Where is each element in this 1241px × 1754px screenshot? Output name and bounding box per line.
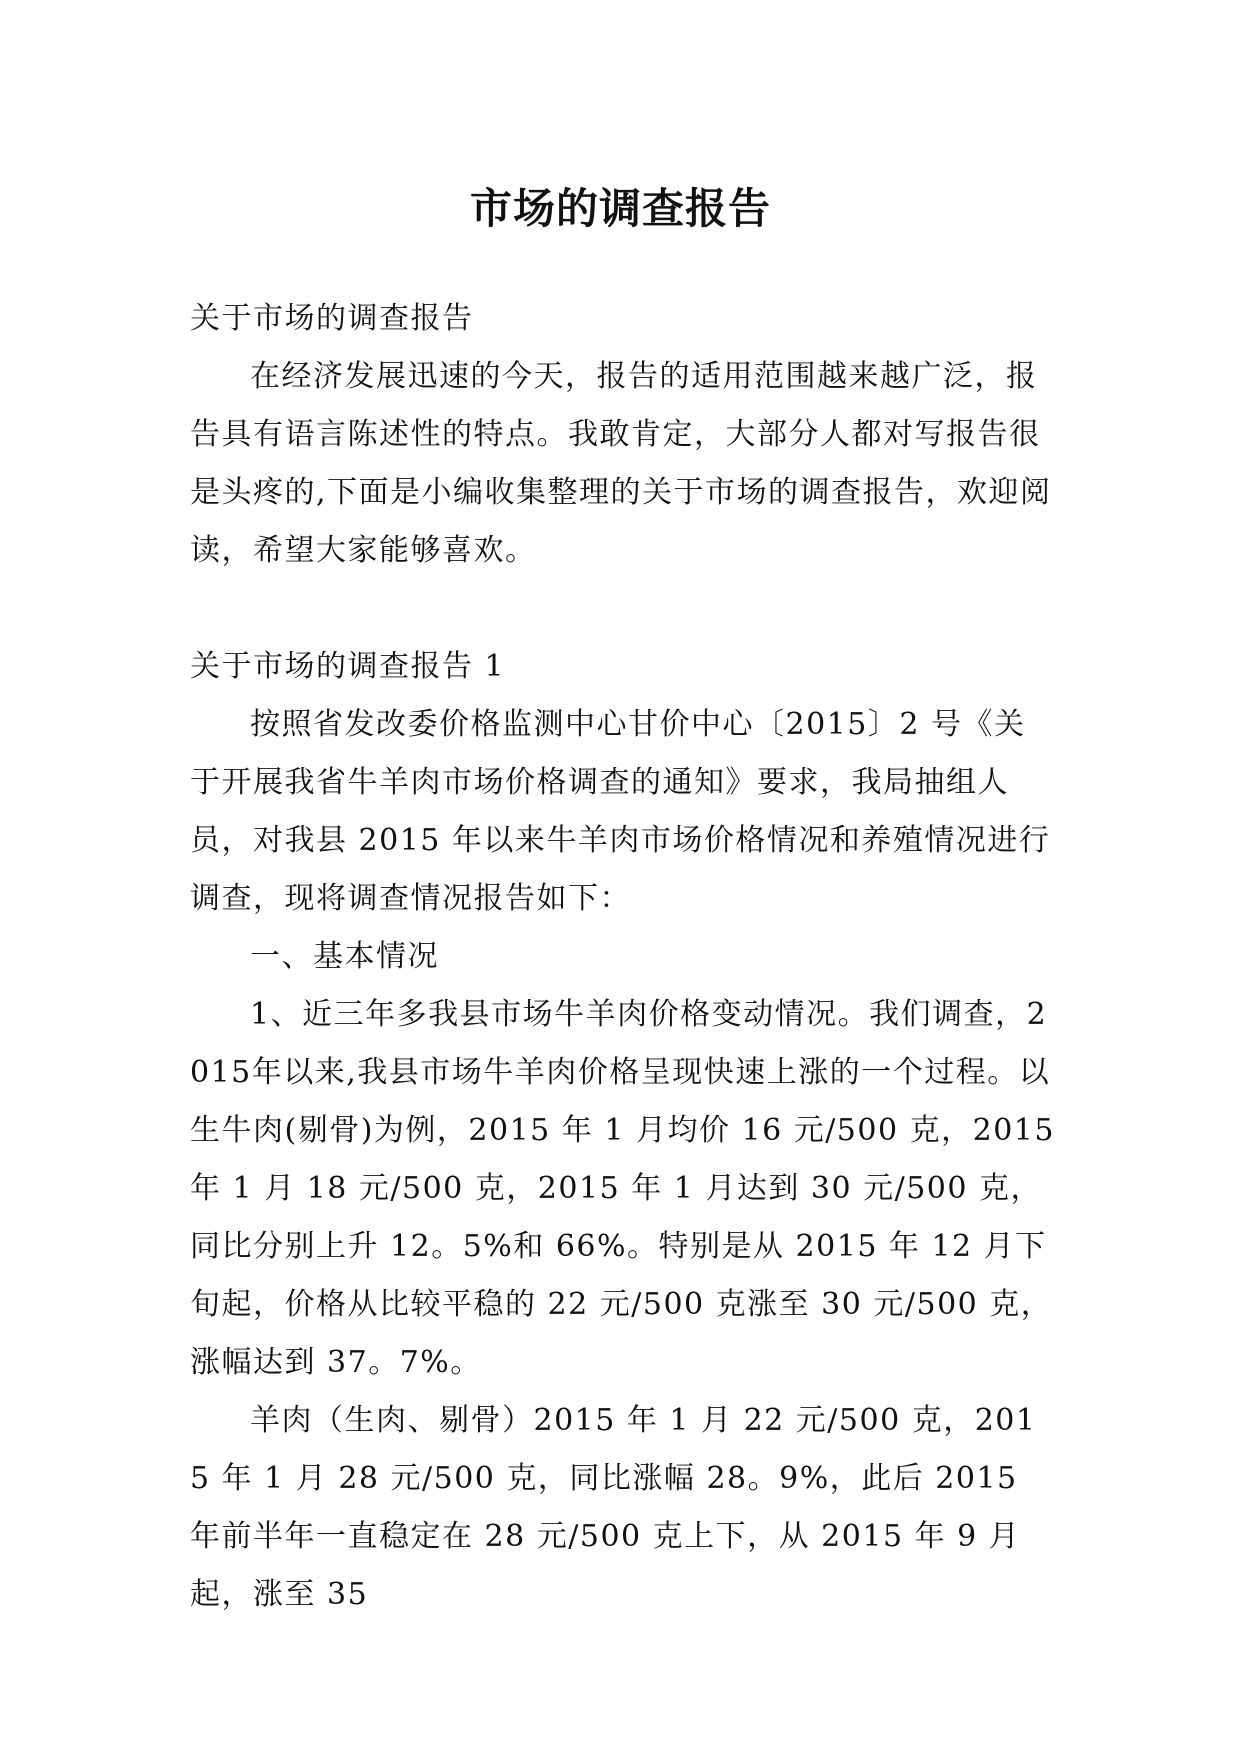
section-heading-report-1: 关于市场的调查报告 1 <box>190 649 506 684</box>
document-title: 市场的调查报告 <box>469 184 771 234</box>
subsection-heading-basic: 一、基本情况 <box>250 939 439 974</box>
intro-paragraph: 在经济发展迅速的今天，报告的适用范围越来越广泛，报告具有语言陈述性的特点。我敢肯定，大部分人都对写报告很是头疼的,下面是小编收集整理的关于市场的调查报告，欢迎阅读，希望大家能够喜欢。 <box>190 359 1052 568</box>
section-heading-intro: 关于市场的调查报告 <box>190 301 474 336</box>
body-paragraph-mutton-prices: 羊肉（生肉、剔骨）2015 年 1 月 22 元/500 克，2015 年 1 月 28 元/500 克，同比涨幅 28。9%，此后 2015 年前半年一直稳定在 28 元/500 克上下，从 2015 年 9 月起，涨至 35 <box>190 1403 1037 1612</box>
document-body <box>190 290 1056 1624</box>
body-paragraph-beef-prices: 1、近三年多我县市场牛羊肉价格变动情况。我们调查，2015年以来,我县市场牛羊肉价格呈现快速上涨的一个过程。以生牛肉(剔骨)为例，2015 年 1 月均价 16 元/500 克，2015 年 1 月 18 元/500 克，2015 年 1 月达到 30 元/500 克，同比分别上升 12。5%和 66%。特别是从 2015 年 12 月下旬起，价格从比较平稳的 22 元/500 克涨至 30 元/500 克，涨幅达到 37。7%。 <box>190 997 1055 1380</box>
body-paragraph-notice: 按照省发改委价格监测中心甘价中心〔2015〕2 号《关于开展我省牛羊肉市场价格调查的通知》要求，我局抽组人员，对我县 2015 年以来牛羊肉市场价格情况和养殖情况进行调查，现将调查情况报告如下： <box>190 707 1051 916</box>
